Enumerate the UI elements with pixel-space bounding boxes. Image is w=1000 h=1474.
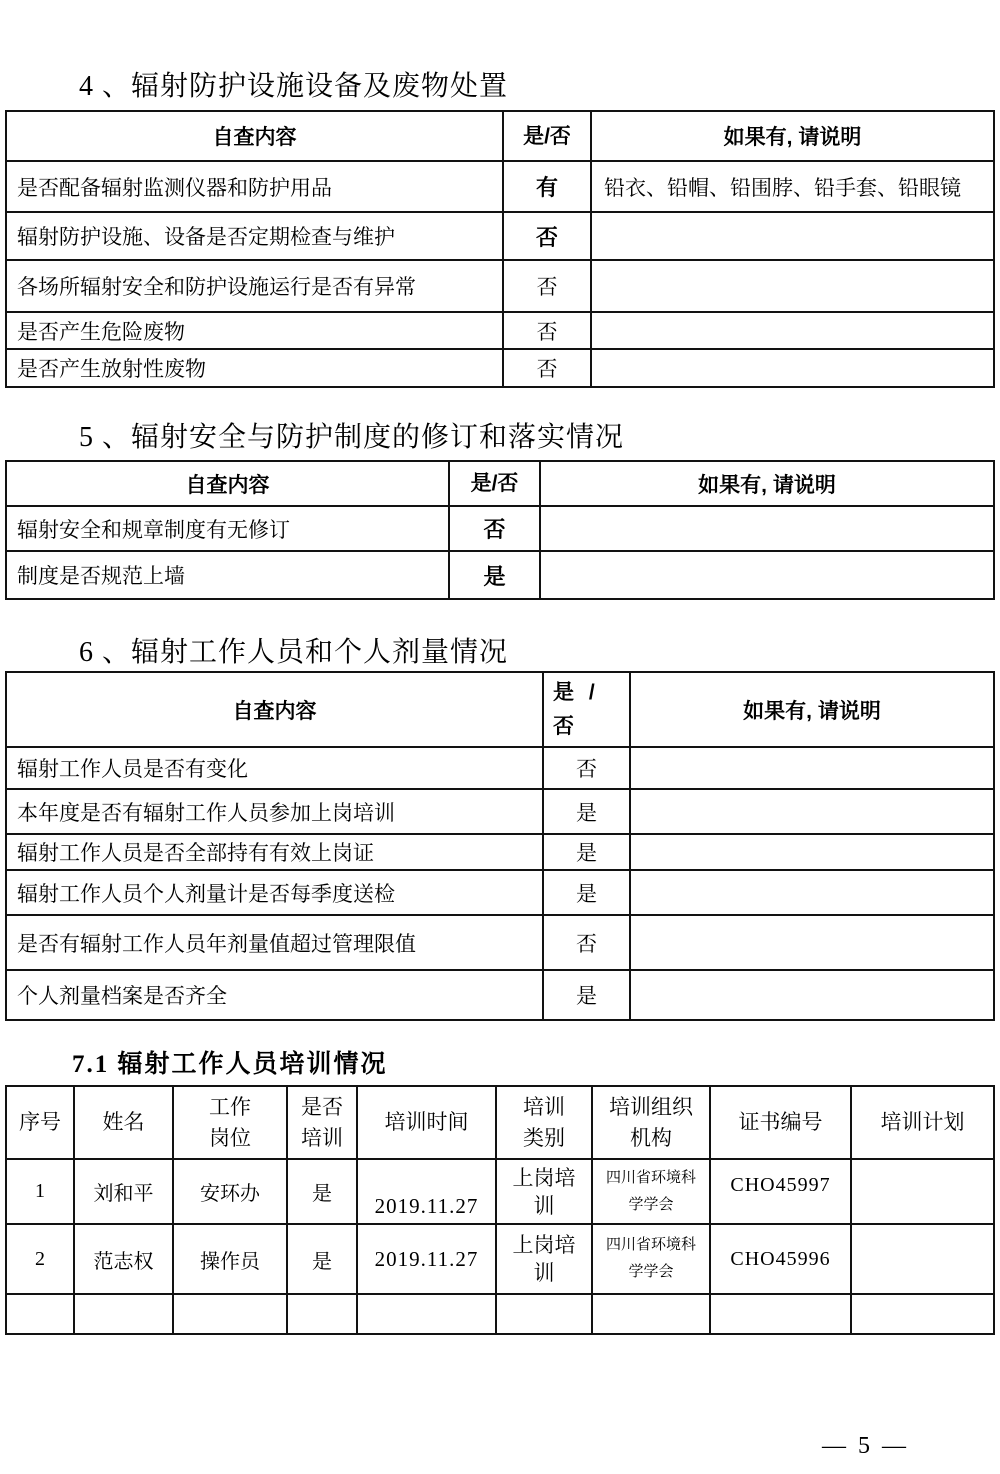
note-cell (540, 551, 994, 599)
training-cell-position: 安环办 (173, 1159, 287, 1224)
training-cell-date (357, 1294, 496, 1334)
training-cell-organization (592, 1294, 710, 1334)
table-row (6, 970, 994, 1020)
table-row (6, 1224, 994, 1294)
training-cell-position (173, 1294, 287, 1334)
col-header-organization (592, 1086, 710, 1159)
training-cell-name: 刘和平 (74, 1159, 173, 1224)
header-row (6, 461, 994, 506)
answer-cell: 是 (543, 834, 630, 870)
training-cell-certificate: CHO45997 (710, 1159, 851, 1224)
training-cell-serial: 2 (6, 1224, 74, 1294)
table-row (6, 1294, 994, 1334)
col-header-answer (543, 672, 630, 747)
section-5-title: 5 、辐射安全与防护制度的修订和落实情况 (79, 422, 625, 453)
col-header-note: 如果有, 请说明 (630, 672, 994, 747)
header-row (6, 1086, 994, 1159)
page-number: — 5 — (822, 1433, 909, 1459)
table-header (6, 111, 994, 161)
col-header-line: 类别 (523, 1125, 565, 1150)
training-org-text: 四川省环境科学学会 (605, 1237, 696, 1280)
col-header-answer-line: 是/否 (523, 124, 571, 148)
table-row (6, 506, 994, 551)
col-header-answer-line: 否 (553, 714, 574, 738)
col-header-note: 如果有, 请说明 (591, 111, 994, 161)
training-cell-certificate: CHO45996 (710, 1224, 851, 1294)
section-6-title: 6 、辐射工作人员和个人剂量情况 (79, 637, 509, 668)
col-header-certificate (710, 1086, 851, 1159)
col-header-line: 岗位 (209, 1125, 251, 1150)
training-cell-date: 2019.11.27 (357, 1159, 496, 1224)
answer-cell: 有 (503, 161, 591, 212)
training-cell-certificate (710, 1294, 851, 1334)
header-row (6, 672, 994, 747)
answer-cell: 否 (503, 312, 591, 349)
training-cell-date: 2019.11.27 (357, 1224, 496, 1294)
check-item-cell: 是否有辐射工作人员年剂量值超过管理限值 (6, 915, 543, 970)
section-6-table (5, 671, 995, 1021)
training-cell-name: 范志权 (74, 1224, 173, 1294)
check-item-cell: 是否产生危险废物 (6, 312, 503, 349)
col-header-serial (6, 1086, 74, 1159)
training-org-text: 四川省环境科学学会 (605, 1169, 696, 1213)
note-cell (630, 915, 994, 970)
section-7-title: 7.1 辐射工作人员培训情况 (72, 1051, 388, 1078)
table-row (6, 161, 994, 212)
col-header-line: 机构 (630, 1125, 672, 1150)
training-cell-plan (851, 1159, 994, 1224)
table-row (6, 312, 994, 349)
note-cell: 铅衣、铅帽、铅围脖、铅手套、铅眼镜 (591, 161, 994, 212)
answer-cell: 是 (543, 870, 630, 915)
check-item-cell: 辐射工作人员是否有变化 (6, 747, 543, 789)
training-cell-serial: 1 (6, 1159, 74, 1224)
col-header-line: 是否 (301, 1094, 343, 1119)
col-header-line: 工作 (209, 1094, 251, 1119)
training-type-text: 上岗培训 (512, 1233, 576, 1285)
note-cell (591, 260, 994, 312)
table-header (6, 672, 994, 747)
answer-cell: 是 (543, 789, 630, 834)
col-header-plan (851, 1086, 994, 1159)
col-header-content: 自查内容 (6, 461, 449, 506)
col-header-line: 姓名 (102, 1110, 145, 1134)
check-item-cell: 各场所辐射安全和防护设施运行是否有异常 (6, 260, 503, 312)
answer-cell: 是 (449, 551, 540, 599)
answer-cell: 否 (449, 506, 540, 551)
answer-cell: 是 (543, 970, 630, 1020)
col-header-answer (449, 461, 540, 506)
col-header-line: 培训时间 (384, 1110, 469, 1134)
section-4-table (5, 110, 995, 388)
check-item-cell: 辐射安全和规章制度有无修订 (6, 506, 449, 551)
note-cell (540, 506, 994, 551)
table-body (6, 1159, 994, 1334)
check-item-cell: 辐射工作人员个人剂量计是否每季度送检 (6, 870, 543, 915)
col-header-note: 如果有, 请说明 (540, 461, 994, 506)
training-cell-position: 操作员 (173, 1224, 287, 1294)
training-cell-name (74, 1294, 173, 1334)
training-cell-trained (287, 1294, 357, 1334)
note-cell (630, 834, 994, 870)
table-row (6, 212, 994, 260)
col-header-line: 证书编号 (738, 1110, 823, 1134)
table-row (6, 915, 994, 970)
note-cell (591, 349, 994, 387)
table-row (6, 1159, 994, 1224)
section-4-title: 4 、辐射防护设施设备及废物处置 (79, 71, 509, 102)
training-cell-organization (592, 1159, 710, 1224)
answer-cell: 否 (503, 212, 591, 260)
table-row (6, 747, 994, 789)
table-row (6, 349, 994, 387)
note-cell (630, 789, 994, 834)
training-cell-type (496, 1224, 592, 1294)
training-cell-type (496, 1159, 592, 1224)
col-header-content: 自查内容 (6, 111, 503, 161)
check-item-cell: 是否配备辐射监测仪器和防护用品 (6, 161, 503, 212)
answer-cell: 否 (543, 915, 630, 970)
answer-cell: 否 (543, 747, 630, 789)
col-header-line: 培训 (301, 1125, 343, 1150)
training-type-text: 上岗培训 (512, 1165, 576, 1218)
check-item-cell: 制度是否规范上墙 (6, 551, 449, 599)
answer-cell: 否 (503, 349, 591, 387)
col-header-type (496, 1086, 592, 1159)
table-body (6, 161, 994, 387)
col-header-answer-line: 是/否 (470, 472, 519, 495)
note-cell (591, 212, 994, 260)
table-header (6, 461, 994, 506)
table-row (6, 260, 994, 312)
check-item-cell: 本年度是否有辐射工作人员参加上岗培训 (6, 789, 543, 834)
check-item-cell: 辐射防护设施、设备是否定期检查与维护 (6, 212, 503, 260)
col-header-position (173, 1086, 287, 1159)
answer-cell: 否 (503, 260, 591, 312)
training-table (5, 1085, 995, 1335)
note-cell (630, 870, 994, 915)
training-cell-trained: 是 (287, 1224, 357, 1294)
table-row (6, 789, 994, 834)
check-item-cell: 辐射工作人员是否全部持有有效上岗证 (6, 834, 543, 870)
col-header-trained (287, 1086, 357, 1159)
check-item-cell: 是否产生放射性废物 (6, 349, 503, 387)
training-cell-organization (592, 1224, 710, 1294)
training-cell-type (496, 1294, 592, 1334)
col-header-date (357, 1086, 496, 1159)
table-body (6, 506, 994, 599)
col-header-line: 培训组织 (609, 1094, 693, 1119)
check-item-cell: 个人剂量档案是否齐全 (6, 970, 543, 1020)
section-5-table (5, 460, 995, 600)
col-header-content: 自查内容 (6, 672, 543, 747)
col-header-name (74, 1086, 173, 1159)
note-cell (630, 970, 994, 1020)
table-row (6, 551, 994, 599)
table-row (6, 834, 994, 870)
col-header-line: 培训计划 (880, 1110, 965, 1134)
training-cell-plan (851, 1224, 994, 1294)
table-body (6, 747, 994, 1020)
table-header (6, 1086, 994, 1159)
col-header-line: 序号 (19, 1110, 61, 1134)
training-cell-plan (851, 1294, 994, 1334)
note-cell (591, 312, 994, 349)
training-cell-serial (6, 1294, 74, 1334)
col-header-line: 培训 (523, 1094, 565, 1119)
col-header-answer-line: 是 / (553, 680, 595, 704)
note-cell (630, 747, 994, 789)
table-row (6, 870, 994, 915)
header-row (6, 111, 994, 161)
training-cell-trained: 是 (287, 1159, 357, 1224)
col-header-answer (503, 111, 591, 161)
